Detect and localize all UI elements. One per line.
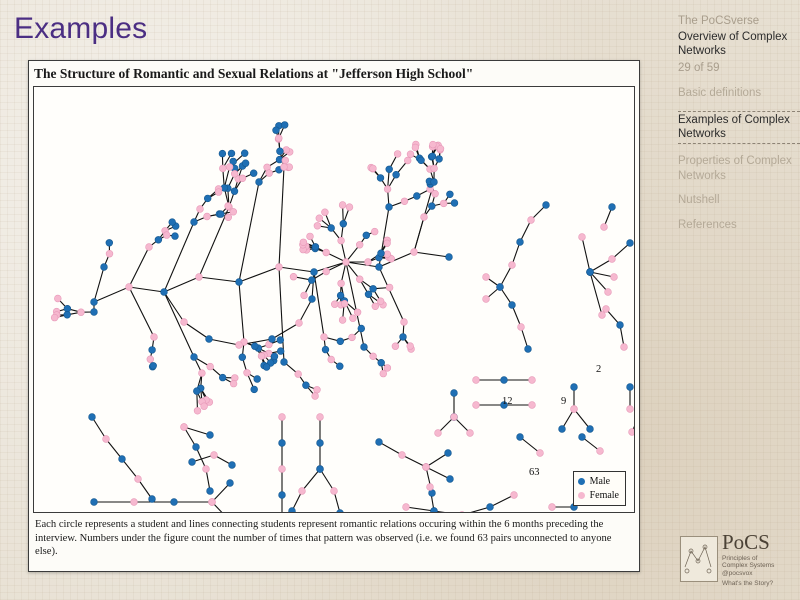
nav-item-examples-of-complex-networks[interactable]: Examples of Complex Networks bbox=[678, 111, 800, 144]
logo-sub-line1: Principles of bbox=[722, 554, 758, 562]
network-graph-svg bbox=[34, 87, 634, 512]
legend-label-female: Female bbox=[589, 489, 619, 501]
figure-caption: Each circle represents a student and lines connecting students represent romantic relations occuring within the 6 months preceding the interview. Numbers under the figure count the number of times that pattern was observed (i.e. we found 63 pairs unconnected to anyone else). bbox=[35, 519, 612, 558]
slide-navigation bbox=[678, 14, 800, 243]
male-color-swatch bbox=[578, 478, 585, 485]
legend-item-male bbox=[578, 475, 619, 489]
count-label: 12 bbox=[502, 396, 513, 407]
nav-item-basic-definitions[interactable]: Basic definitions bbox=[678, 86, 762, 99]
count-label: 2 bbox=[596, 364, 602, 375]
pocs-logo[interactable] bbox=[680, 528, 792, 590]
figure-title: The Structure of Romantic and Sexual Relations at "Jefferson High School" bbox=[34, 66, 474, 81]
nav-current-section: Overview of Complex Networks bbox=[678, 30, 788, 58]
logo-sub-line2: Complex Systems bbox=[722, 562, 775, 570]
legend-item-female bbox=[578, 489, 619, 503]
logo-sub-line3: @pocsvox bbox=[722, 569, 753, 577]
page-title: Examples bbox=[14, 12, 148, 45]
logo-badge-icon bbox=[680, 536, 718, 582]
figure-panel bbox=[28, 60, 640, 572]
network-figure-canvas bbox=[33, 86, 635, 513]
logo-tagline: What's the Story? bbox=[722, 580, 774, 588]
count-label: 9 bbox=[561, 396, 567, 407]
logo-text bbox=[722, 530, 774, 587]
count-label: 63 bbox=[529, 467, 540, 478]
slide-number: 29 of 59 bbox=[678, 62, 720, 75]
nav-item-properties-of-complex-networks[interactable]: Properties of Complex Networks bbox=[678, 155, 792, 182]
legend bbox=[573, 471, 626, 506]
logo-name: PoCS bbox=[722, 530, 770, 555]
nav-item-references[interactable]: References bbox=[678, 219, 737, 232]
nav-item-nutshell[interactable]: Nutshell bbox=[678, 194, 720, 207]
nav-brand: The PoCSverse bbox=[678, 15, 760, 27]
female-color-swatch bbox=[578, 492, 585, 499]
legend-label-male: Male bbox=[589, 476, 611, 487]
